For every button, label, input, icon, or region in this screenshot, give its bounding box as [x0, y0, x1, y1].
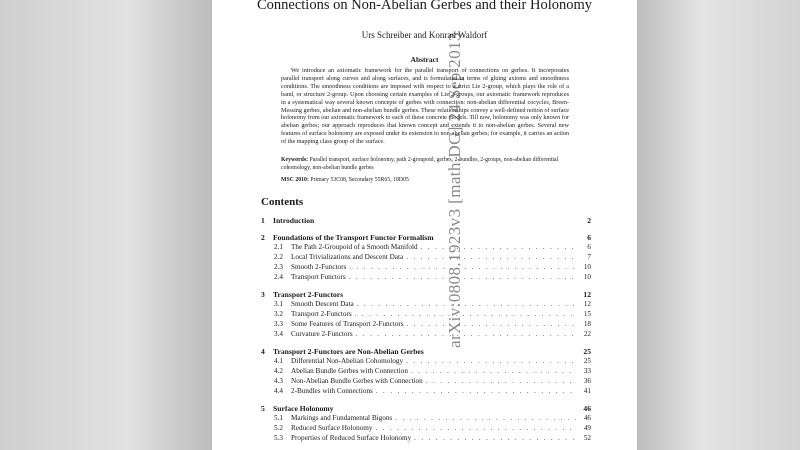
- dot-leader: [411, 367, 576, 375]
- toc-subsection-title: Abelian Bundle Gerbes with Connection: [291, 366, 408, 375]
- toc-subsection-title: Smooth Descent Data: [291, 299, 354, 308]
- msc-classification: MSC 2010: Primary 53C08, Secondary 55R65, 18D05: [281, 177, 409, 183]
- toc-subsection-number: 3.3: [274, 319, 283, 328]
- toc-subsection-number: 5.1: [274, 413, 283, 422]
- dot-leader: [349, 263, 576, 271]
- toc-subsection[interactable]: [261, 367, 591, 377]
- toc-section-title: Transport 2-Functors: [273, 289, 344, 299]
- toc-subsection-number: 5.3: [274, 433, 283, 442]
- toc-subsection-title: Local Trivializations and Descent Data: [291, 252, 404, 261]
- dot-leader: [375, 424, 576, 432]
- toc-subsection-number: 2.1: [274, 242, 283, 251]
- abstract-heading: Abstract: [410, 55, 439, 64]
- toc-subsection-page: 7: [587, 252, 591, 261]
- dot-leader: [406, 357, 576, 365]
- toc-subsection[interactable]: [261, 320, 591, 330]
- toc-subsection-number: 4.4: [274, 386, 283, 395]
- toc-subsection-number: 2.4: [274, 272, 283, 281]
- toc-subsection-page: 15: [583, 309, 591, 318]
- contents-heading: Contents: [261, 196, 304, 208]
- toc-subsection-number: 4.1: [274, 356, 283, 365]
- toc-subsection-number: 2.2: [274, 252, 283, 261]
- toc-section[interactable]: [261, 404, 591, 414]
- toc-subsection-page: 22: [583, 329, 591, 338]
- keywords-text: Parallel transport, surface holonomy, path 2-groupoid, gerbes, 2-bundles, 2-groups, non-abelian differential cohomology, non-abelian bundle gerbes: [281, 157, 559, 171]
- dot-leader: [376, 387, 576, 395]
- viewer-background-left: [0, 0, 212, 450]
- toc-subsection-page: 49: [583, 423, 591, 432]
- toc-section-page: 46: [583, 403, 591, 413]
- paper-title: Connections on Non-Abelian Gerbes and their Holonomy: [256, 0, 593, 13]
- keywords: Keywords: Parallel transport, surface holonomy, path 2-groupoid, gerbes, 2-bundles, 2-groups, non-abelian differential cohomology, non-abelian bundle gerbes: [281, 157, 559, 171]
- toc-section-number: 2: [261, 232, 265, 242]
- dot-leader: [356, 330, 576, 338]
- toc-section-page: 6: [587, 232, 591, 242]
- toc-section[interactable]: [261, 347, 591, 357]
- dot-leader: [421, 243, 576, 251]
- dot-leader: [349, 273, 576, 281]
- toc-subsection-title: Markings and Fundamental Bigons: [291, 413, 393, 422]
- toc-subsection[interactable]: [261, 330, 591, 340]
- toc-subsection[interactable]: [261, 273, 591, 283]
- toc-section-page: 2: [587, 216, 591, 225]
- toc-subsection-number: 5.2: [274, 423, 283, 432]
- toc-subsection-title: The Path 2-Groupoid of a Smooth Manifold: [291, 242, 418, 251]
- abstract-text: We introduce an axiomatic framework for the parallel transport of connections on gerbes. It incorporates parallel transport along curves and along surfaces, and is formulated in terms of gluing axioms and smoothness conditions. The smoothness conditions are imposed with respect to a strict Lie 2-group, which plays the role of a band, or structure 2-group. Upon choosing certain examples of Lie 2-groups, our axiomatic framework reproduces in a systematical way several known concepts of gerbes with connection: non-abelian differential cocycles, Breen-Messing gerbes, abelian and non-abelian bundle gerbes. These relationships convey a well-defined notion of surface holonomy from our axiomatic framework to each of these concrete models. Till now, holonomy was only known for abelian gerbes; our approach reproduces that known concept and extends it to non-abelian gerbes. Several new features of surface holonomy are exposed under its extension to non-abelian gerbes; for example, it carries an action of the mapping class group of the surface.: [281, 67, 569, 146]
- toc-subsection[interactable]: [261, 310, 591, 320]
- toc-subsection-page: 36: [583, 376, 591, 385]
- toc-subsection[interactable]: [261, 263, 591, 273]
- toc-section-page: 25: [583, 346, 591, 356]
- toc-subsection-number: 3.1: [274, 299, 283, 308]
- toc-section[interactable]: [261, 216, 591, 226]
- toc-subsection-page: 10: [583, 262, 591, 271]
- toc-subsection-page: 10: [583, 272, 591, 281]
- toc-subsection[interactable]: [261, 377, 591, 387]
- paper-authors: Urs Schreiber and Konrad Waldorf: [361, 30, 488, 40]
- msc-label: MSC 2010: [281, 177, 307, 183]
- toc-subsection-title: Non-Abelian Bundle Gerbes with Connection: [291, 376, 423, 385]
- dot-leader: [355, 310, 576, 318]
- toc-subsection[interactable]: [261, 414, 591, 424]
- toc-section-page: 12: [583, 289, 591, 299]
- toc-subsection-page: 6: [587, 242, 591, 251]
- toc-subsection-title: Properties of Reduced Surface Holonomy: [291, 433, 412, 442]
- toc-subsection-title: Curvature 2-Functors: [291, 329, 353, 338]
- toc-section-number: 3: [261, 289, 265, 299]
- toc-section-number: 5: [261, 403, 265, 413]
- toc-subsection-title: Some Features of Transport 2-Functors: [291, 319, 404, 328]
- toc-subsection-page: 25: [583, 356, 591, 365]
- toc-subsection-number: 4.3: [274, 376, 283, 385]
- toc-subsection-page: 46: [583, 413, 591, 422]
- dot-leader: [426, 377, 576, 385]
- toc-subsection-title: 2-Bundles with Connections: [291, 386, 373, 395]
- toc-subsection-page: 41: [583, 386, 591, 395]
- dot-leader: [395, 414, 576, 422]
- toc-subsection[interactable]: [261, 300, 591, 310]
- toc-subsection-page: 33: [583, 366, 591, 375]
- toc-subsection[interactable]: [261, 357, 591, 367]
- toc-subsection-title: Transport 2-Functors: [291, 309, 352, 318]
- toc-subsection-page: 12: [583, 299, 591, 308]
- msc-text: Primary 53C08, Secondary 55R65, 18D05: [310, 177, 409, 183]
- toc-subsection-title: Smooth 2-Functors: [291, 262, 347, 271]
- pdf-page: [212, 0, 637, 450]
- dot-leader: [406, 253, 576, 261]
- keywords-label: Keywords: [281, 157, 307, 163]
- toc-section-title: Surface Holonomy: [273, 403, 334, 413]
- toc-subsection[interactable]: [261, 243, 591, 253]
- toc-section-title: Transport 2-Functors are Non-Abelian Gerbes: [273, 346, 424, 356]
- arxiv-identifier: arXiv:0808.1923v3 [math.DG] 24 Sep 2013: [445, 32, 464, 348]
- toc-section-title: Foundations of the Transport Functor Formalism: [273, 232, 434, 242]
- dot-leader: [414, 434, 576, 442]
- toc-subsection-page: 18: [583, 319, 591, 328]
- toc-subsection-number: 3.2: [274, 309, 283, 318]
- toc-subsection[interactable]: [261, 424, 591, 434]
- toc-section[interactable]: [261, 233, 591, 243]
- toc-section-number: 1: [261, 216, 265, 225]
- viewer-background-right: [637, 0, 800, 450]
- toc-subsection-page: 52: [583, 433, 591, 442]
- toc-subsection-number: 4.2: [274, 366, 283, 375]
- toc-subsection-title: Differential Non-Abelian Cohomology: [291, 356, 404, 365]
- dot-leader: [357, 300, 576, 308]
- toc-section-number: 4: [261, 346, 265, 356]
- table-of-contents: [261, 216, 591, 444]
- toc-subsection[interactable]: [261, 434, 591, 444]
- toc-section[interactable]: [261, 290, 591, 300]
- dot-leader: [407, 320, 576, 328]
- toc-subsection[interactable]: [261, 387, 591, 397]
- toc-subsection-title: Transport Functors: [291, 272, 346, 281]
- toc-section-title: Introduction: [273, 216, 315, 225]
- toc-subsection-number: 3.4: [274, 329, 283, 338]
- toc-subsection-title: Reduced Surface Holonomy: [291, 423, 373, 432]
- toc-subsection[interactable]: [261, 253, 591, 263]
- toc-subsection-number: 2.3: [274, 262, 283, 271]
